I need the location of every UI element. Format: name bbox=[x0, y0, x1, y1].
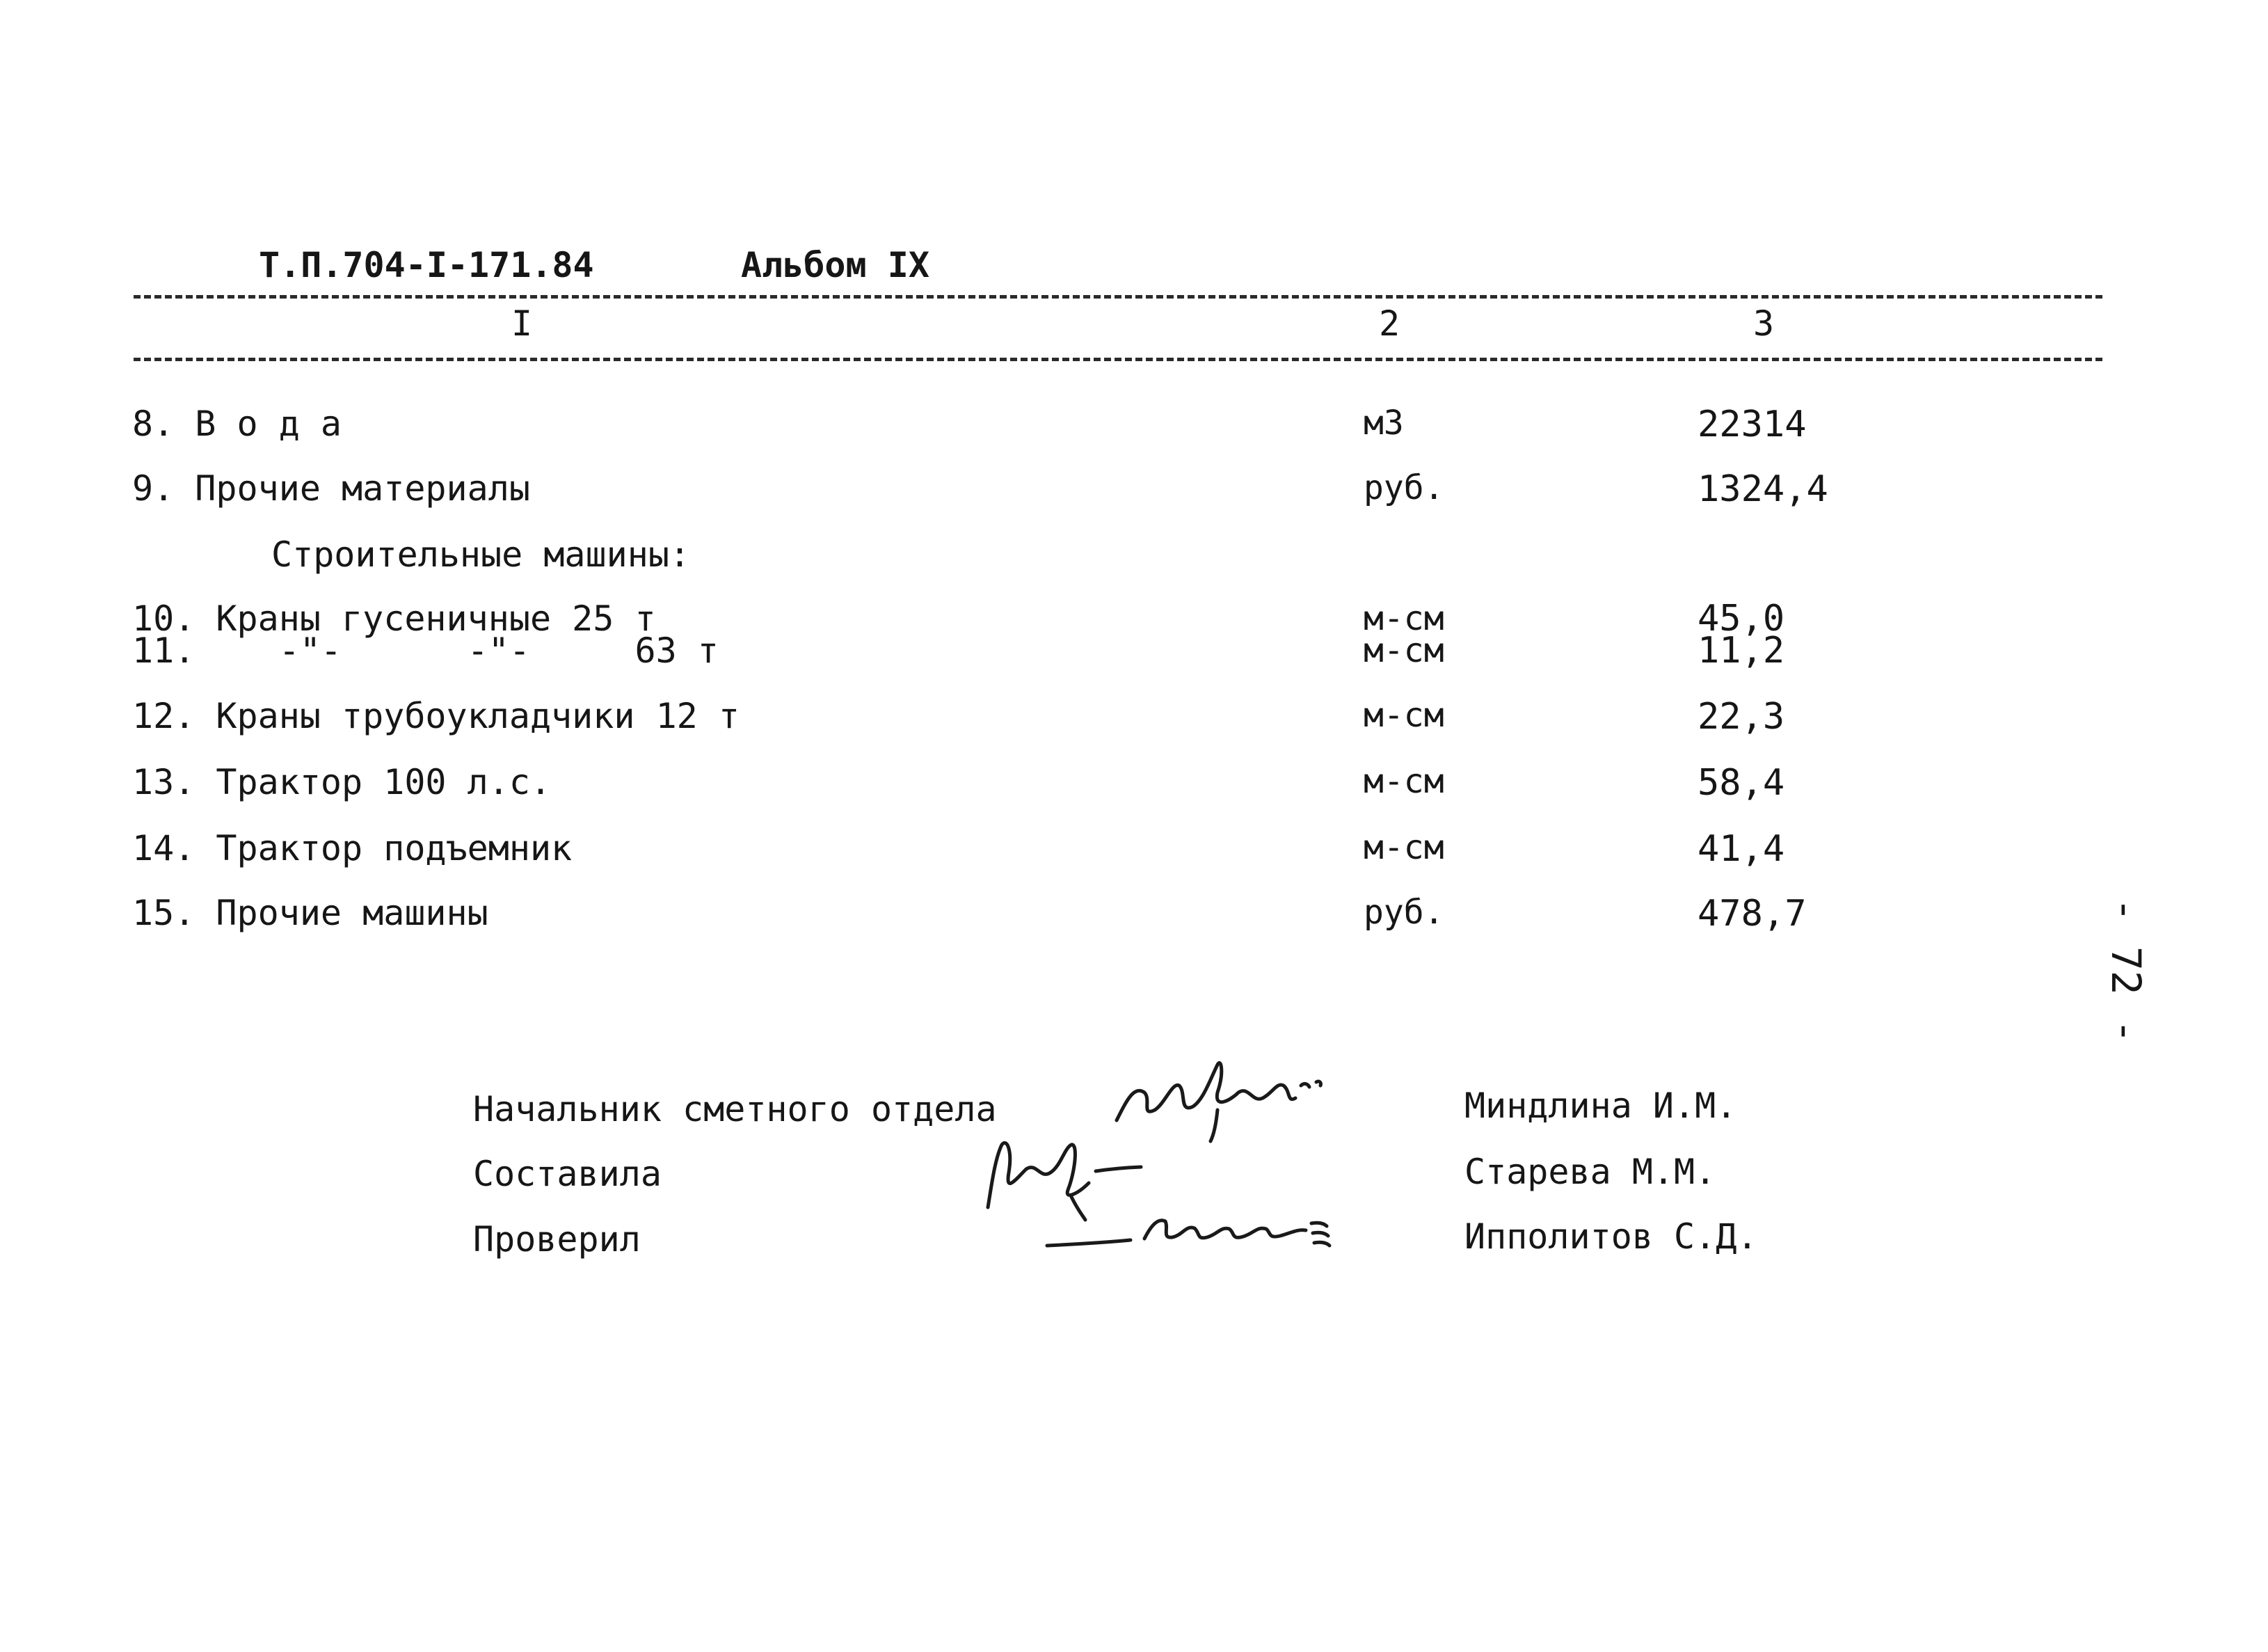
row-quantity: 22314 bbox=[1698, 404, 1807, 445]
table-top-rule bbox=[134, 295, 2102, 299]
row-unit: м-см bbox=[1364, 599, 1444, 638]
row-name: 14. Трактор подъемник bbox=[132, 828, 573, 868]
row-unit: м-см bbox=[1364, 828, 1444, 867]
doc-code: Т.П.704-I-171.84 bbox=[259, 245, 594, 285]
row-name: 13. Трактор 100 л.с. bbox=[132, 762, 552, 802]
row-quantity: 58,4 bbox=[1698, 762, 1785, 804]
row-unit: м3 bbox=[1364, 404, 1404, 443]
row-name: 12. Краны трубоукладчики 12 т bbox=[132, 696, 740, 736]
table-row bbox=[0, 893, 2268, 935]
row-unit: м-см bbox=[1364, 696, 1444, 735]
row-name: 11. -"- -"- 63 т bbox=[132, 630, 719, 671]
row-unit: м-см bbox=[1364, 631, 1444, 670]
table-row bbox=[0, 762, 2268, 804]
row-quantity: 478,7 bbox=[1698, 893, 1807, 935]
row-quantity: 22,3 bbox=[1698, 696, 1785, 738]
table-row bbox=[0, 696, 2268, 738]
column-header-3: 3 bbox=[1753, 303, 1775, 344]
row-unit: руб. bbox=[1364, 893, 1444, 932]
page-number: - 72 - bbox=[2102, 898, 2150, 1044]
signature-role: Составила bbox=[473, 1154, 662, 1194]
table-row bbox=[0, 404, 2268, 445]
album-label: Альбом IX bbox=[741, 245, 929, 285]
handwritten-signature bbox=[1113, 1044, 1336, 1141]
signature-name: Миндлина И.М. bbox=[1464, 1086, 1737, 1126]
row-name: 15. Прочие машины bbox=[132, 893, 488, 933]
signature-role: Проверил bbox=[473, 1219, 641, 1260]
table-row bbox=[0, 828, 2268, 870]
row-quantity: 45,0 bbox=[1698, 598, 1785, 640]
row-name: 8. В о д а bbox=[132, 404, 342, 444]
table-row bbox=[0, 630, 2268, 676]
column-header-2: 2 bbox=[1379, 303, 1400, 344]
table-row bbox=[0, 468, 2268, 510]
row-name: 9. Прочие материалы bbox=[132, 468, 530, 509]
row-quantity: 41,4 bbox=[1698, 828, 1785, 870]
row-quantity: 1324,4 bbox=[1698, 468, 1828, 510]
row-name: 10. Краны гусеничные 25 т bbox=[132, 598, 656, 639]
signature-name: Старева М.М. bbox=[1464, 1152, 1716, 1192]
column-header-1: I bbox=[511, 303, 533, 344]
row-unit: руб. bbox=[1364, 468, 1444, 507]
row-quantity: 11,2 bbox=[1698, 630, 1785, 672]
signature-name: Ипполитов С.Д. bbox=[1464, 1216, 1758, 1257]
section-heading: Строительные машины: bbox=[271, 534, 691, 575]
row-unit: м-см bbox=[1364, 762, 1444, 801]
table-header-rule bbox=[134, 358, 2102, 361]
section-heading-row bbox=[0, 534, 2268, 576]
handwritten-signature bbox=[1047, 1204, 1339, 1260]
signature-role: Начальник сметного отдела bbox=[473, 1089, 997, 1129]
